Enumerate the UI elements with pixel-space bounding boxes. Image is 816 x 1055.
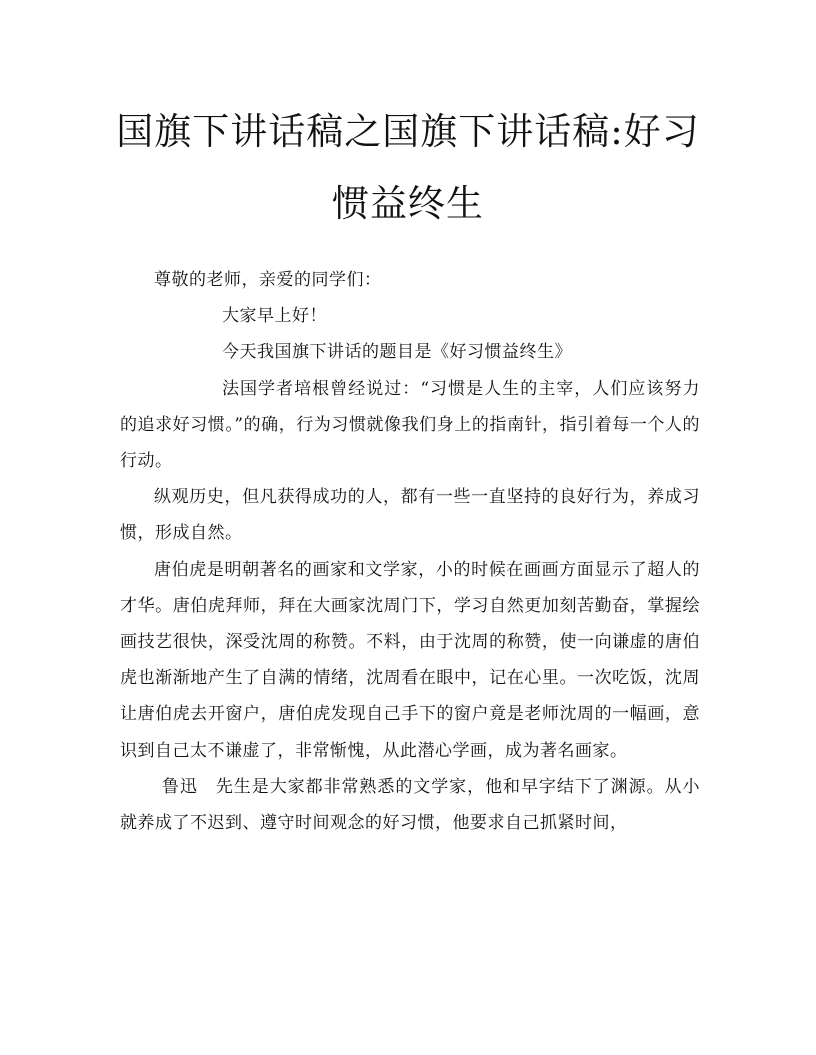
history-paragraph: 纵观历史，但凡获得成功的人，都有一些一直坚持的良好行为，养成习惯，形成自然。 [120,487,700,544]
lu-xun-paragraph: 鲁迅 先生是大家都非常熟悉的文学家，他和早字结下了渊源。从小就养成了不迟到、遵守时间观念的好习惯，他要求自己抓紧时间， [120,776,700,834]
tang-bohu-paragraph: 唐伯虎是明朝著名的画家和文学家，小的时候在画画方面显示了超人的才华。唐伯虎拜师，拜在大画家沈周门下，学习自然更加刻苦勤奋，掌握绘画技艺很快，深受沈周的称赞。不料，由于沈周的称赞，使一向谦虚的唐伯虎也渐渐地产生了自满的情绪，沈周看在眼中，记在心里。一次吃饭，沈周让唐伯虎去开窗户，唐伯虎发现自己手下的窗户竟是老师沈周的一幅画，意识到自己太不谦虚了，非常惭愧，从此潜心学画，成为著名画家。 [120,559,700,761]
greeting-paragraph: 尊敬的老师，亲爱的同学们： [154,270,382,290]
document-title: 国旗下讲话稿之国旗下讲话稿:好习惯益终生 [116,110,700,225]
morning-greeting-paragraph: 大家早上好！ [222,306,327,327]
topic-paragraph: 今天我国旗下讲话的题目是《好习惯益终生》 [222,342,572,363]
document-body [120,262,700,841]
bacon-quote-paragraph: 法国学者培根曾经说过：“习惯是人生的主宰，人们应该努力的追求好习惯。”的确，行为习惯就像我们身上的指南针，指引着每一个人的行动。 [120,378,700,472]
